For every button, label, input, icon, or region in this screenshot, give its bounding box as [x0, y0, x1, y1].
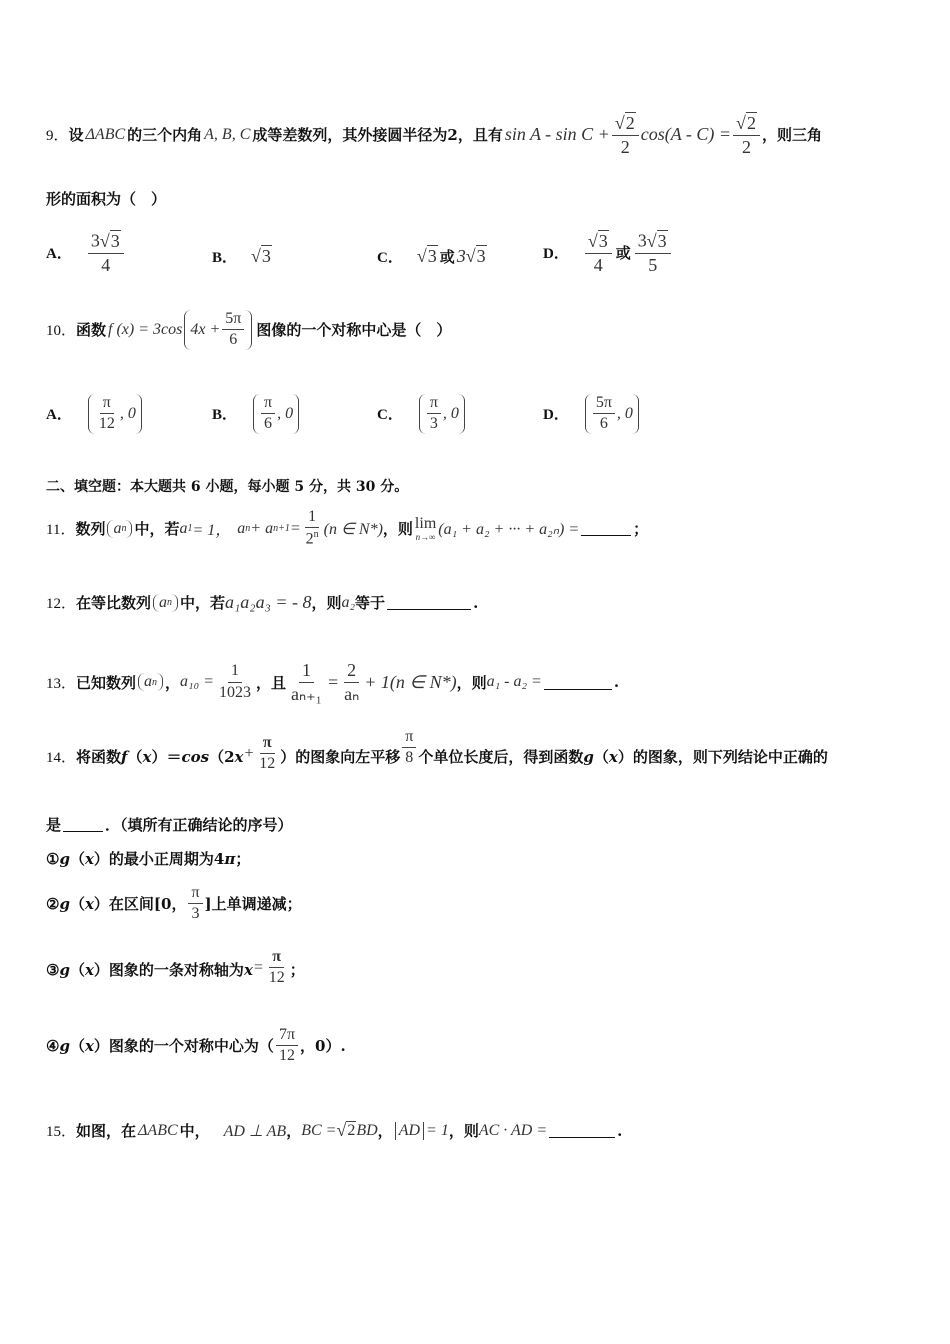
- q14-text: ；: [235, 850, 251, 868]
- q14-axis-den: 12: [268, 969, 285, 987]
- q14-x: x: [608, 747, 618, 766]
- q11-rec-eq: =: [289, 519, 301, 537]
- option-num: π: [100, 394, 114, 414]
- q14-text: ）的图象，则下列结论中正确的: [617, 748, 828, 767]
- q11-frac-den: 2: [305, 530, 314, 548]
- q9-equation: [505, 112, 762, 157]
- q10-option-a[interactable]: [46, 394, 144, 434]
- q13-line: [46, 660, 910, 704]
- q14-text: ）图象的一个对称中心为（: [93, 1037, 274, 1056]
- q14-text: ）的最小正周期为4: [93, 850, 225, 868]
- q13-number: 13．: [46, 675, 77, 692]
- q10-text: 图像的一个对称中心是（ ）: [256, 321, 452, 340]
- q14-x: x: [84, 1036, 94, 1055]
- q15-dot: AC · AD =: [478, 1121, 548, 1139]
- q14-text: 将函数: [76, 748, 122, 767]
- q11-rec-sub: n: [245, 523, 251, 535]
- option-label: C．: [377, 407, 403, 424]
- q11-seq: a: [113, 519, 122, 537]
- q9-eq-right: cos(A - C) =: [640, 124, 732, 145]
- q14-text: （: [69, 961, 85, 980]
- q12-number: 12．: [46, 596, 77, 612]
- option-label: A．: [46, 246, 72, 263]
- q12-text: 中，若: [180, 594, 226, 612]
- q13-term-den: 1023: [218, 683, 251, 701]
- q13-term: a₁₀ =: [180, 673, 214, 691]
- q13-right-den: aₙ: [344, 683, 360, 704]
- q13-ask: a₁ - a₂ =: [486, 673, 542, 691]
- q9-number: 9．: [46, 128, 69, 145]
- option-label: B．: [212, 249, 238, 266]
- q15-text: ，: [286, 1122, 302, 1140]
- answer-blank[interactable]: [387, 595, 471, 610]
- option-tail: , 0: [119, 404, 136, 422]
- q9-opt-d-den: 4: [593, 254, 603, 275]
- q14-text: （: [69, 1037, 85, 1056]
- q9-option-c[interactable]: C． √ 3 或 3 √ 3: [377, 245, 486, 266]
- q13-eq: =: [326, 671, 340, 692]
- q13-left-num: 1: [299, 660, 314, 683]
- q11-init-sub: 1: [187, 523, 193, 535]
- q14-cos: cos: [181, 747, 210, 766]
- q14-line2: [46, 814, 910, 835]
- option-label: B．: [212, 407, 238, 424]
- q10-func-num: 5π: [222, 310, 244, 330]
- q14-phase-den: 12: [259, 755, 276, 773]
- q9-fraction: √ 2 2: [612, 112, 639, 157]
- q11-number: 11．: [46, 522, 76, 539]
- q15-text: 如图，在: [76, 1122, 137, 1140]
- q14-text: ）＝: [151, 748, 182, 767]
- q14-text: （: [69, 895, 85, 914]
- q11-sum: (a₁ + a₂ + ··· + a₂ₙ) =: [438, 520, 580, 538]
- q9-option-d[interactable]: D． √ 3 4 或 3 √ 3 5: [543, 230, 673, 275]
- option-num: π: [261, 394, 275, 414]
- q14-text: （: [69, 850, 85, 868]
- q14-center-num: 7π: [276, 1026, 298, 1046]
- section-title: 二、填空题：本大题共 6 小题，每小题 5 分，共 30 分。: [46, 479, 409, 495]
- q9-opt-a-den: 4: [101, 254, 111, 275]
- q11-rec-plus: + a: [250, 519, 274, 537]
- q10-function: [108, 310, 254, 350]
- q14-statement-2[interactable]: [46, 884, 910, 924]
- q10-line: [46, 310, 910, 350]
- q11-text: ，则: [382, 520, 413, 539]
- q11-text: 数列: [75, 520, 106, 539]
- q12-text: 在等比数列: [76, 594, 152, 612]
- q14-text: ）图象的一条对称轴为: [93, 961, 244, 980]
- q9-radicand: 2: [625, 113, 635, 133]
- q14-text: ．（填所有正确结论的序号）: [105, 816, 293, 834]
- statement-marker: ③: [46, 960, 60, 979]
- q14-f: f: [121, 747, 128, 766]
- q14-line1: [46, 728, 910, 774]
- q13-text: 已知数列: [76, 673, 137, 692]
- q10-number: 10．: [46, 323, 77, 340]
- q15-text: .: [617, 1121, 623, 1140]
- option-den: 6: [264, 415, 273, 433]
- q13-term-num: 1: [228, 662, 242, 682]
- q9-radicand: 2: [746, 113, 756, 133]
- q14-text: （2: [209, 748, 235, 767]
- q14-shift-den: 8: [405, 749, 414, 767]
- q14-text: （: [127, 748, 143, 767]
- q15-text: ，: [377, 1122, 393, 1140]
- q9-opt-c-coef: 3: [456, 245, 466, 266]
- q12-text: ，则: [311, 594, 342, 612]
- q9-text: ，则三角: [761, 126, 822, 145]
- q13-text: ，: [165, 673, 181, 692]
- q9-opt-b-radicand: 3: [261, 246, 271, 266]
- q14-x: x: [243, 960, 253, 979]
- q9-line1: [46, 112, 910, 157]
- q15-text: ，则: [448, 1122, 479, 1140]
- q9-denominator: 2: [620, 136, 630, 157]
- option-label: A．: [46, 407, 72, 424]
- q12-text: 等于: [355, 594, 386, 612]
- q13-text: ，且: [255, 673, 286, 692]
- option-label: D．: [543, 407, 569, 424]
- q9-opt-d-or: 或: [615, 244, 631, 263]
- q10-func-den: 6: [229, 331, 238, 349]
- q9-opt-d-radicand: 3: [598, 231, 608, 251]
- option-num: π: [427, 394, 441, 414]
- q14-number: 14．: [46, 750, 77, 767]
- q11-rec: a: [237, 519, 246, 537]
- q14-eq: =: [252, 958, 264, 976]
- q9-triangle: ΔABC: [85, 125, 126, 143]
- q12-line: [46, 592, 910, 613]
- q9-opt-c-or: 或: [439, 247, 455, 266]
- statement-marker: ①: [46, 849, 60, 868]
- q13-seq: a: [144, 673, 153, 691]
- q12-product: a₁a₂a₃ = - 8: [225, 592, 312, 612]
- q14-text: 个单位长度后，得到函数: [418, 748, 584, 767]
- q13-text: ，则: [456, 673, 487, 692]
- statement-marker: ②: [46, 894, 60, 913]
- q15-radicand: 2: [347, 1122, 356, 1139]
- q14-pi: π: [224, 849, 236, 868]
- q9-line2: [46, 188, 910, 209]
- q15-abs-ad: AD: [395, 1122, 424, 1140]
- q9-text: 成等差数列，其外接圆半径为2，且有: [252, 126, 503, 145]
- q14-text: ，0）.: [300, 1037, 346, 1056]
- q14-x: x: [142, 747, 152, 766]
- q9-opt-c-radicand: 3: [427, 246, 437, 266]
- q14-statement-4[interactable]: [46, 1026, 910, 1066]
- option-tail: , 0: [277, 404, 294, 422]
- q11-lim-sub: n→∞: [415, 532, 436, 543]
- q11-init-val: = 1，: [192, 522, 232, 540]
- q14-interval-num: π: [188, 884, 202, 904]
- option-label: D．: [543, 246, 569, 263]
- option-label: C．: [377, 249, 403, 266]
- option-num: 5π: [593, 394, 615, 414]
- q9-opt-d-radicand: 3: [657, 231, 667, 251]
- q9-opt-c-radicand: 3: [476, 246, 486, 266]
- q14-g: g: [583, 747, 594, 766]
- q11-cond: (n ∈ N*): [323, 520, 383, 538]
- q15-abs-val: = 1: [426, 1121, 449, 1139]
- q14-x: x: [84, 960, 94, 979]
- q9-opt-a-coef: 3: [90, 230, 100, 251]
- q10-text: 函数: [76, 321, 107, 340]
- q9-opt-a-radicand: 3: [110, 231, 120, 251]
- q9-opt-d-den: 5: [648, 254, 658, 275]
- q14-statement-3[interactable]: [46, 948, 910, 988]
- answer-blank[interactable]: [63, 817, 103, 832]
- q11-lim: lim: [414, 514, 437, 532]
- answer-blank[interactable]: [544, 675, 612, 690]
- q11-line: [46, 508, 910, 549]
- q14-phase-num: π: [260, 734, 275, 754]
- answer-blank[interactable]: [549, 1123, 615, 1138]
- option-den: 6: [599, 415, 608, 433]
- q12-ask: a₂: [341, 593, 356, 611]
- q11-init: a: [179, 519, 188, 537]
- q14-interval-den: 3: [191, 905, 200, 923]
- q14-x: x: [84, 849, 94, 868]
- q14-g: g: [59, 849, 70, 868]
- q15-triangle: ΔABC: [138, 1121, 178, 1139]
- q9-text: 形的面积为（ ）: [46, 190, 167, 208]
- q9-fraction-rhs: √ 2 2: [733, 112, 760, 157]
- q14-g: g: [59, 1036, 70, 1055]
- q15-line: 15． 如图，在 ΔABC 中， AD ⊥ AB ， BC = √ 2 BD ， AD = 1 ，则 AC · AD = .: [46, 1120, 623, 1140]
- answer-blank[interactable]: [581, 521, 631, 536]
- q9-eq-left: sin A - sin C +: [504, 124, 610, 145]
- q14-x: x: [84, 894, 94, 913]
- q11-text: ；: [633, 520, 649, 539]
- q10-option-c[interactable]: [377, 394, 467, 434]
- q10-option-d[interactable]: [543, 394, 641, 434]
- q11-seq-sub: n: [121, 523, 127, 535]
- q9-opt-d-coef: 3: [637, 230, 647, 251]
- q12-seq: a: [159, 593, 168, 611]
- option-den: 12: [98, 415, 115, 433]
- q14-text: ）的图象向左平移: [280, 748, 401, 767]
- q14-text: ]上单调递减；: [204, 895, 302, 914]
- q9-option-b[interactable]: B． √ 3: [212, 245, 271, 266]
- q11-frac-sup: n: [313, 529, 319, 541]
- q10-option-b[interactable]: [212, 394, 301, 434]
- q13-text: .: [613, 673, 620, 692]
- q14-text: ；: [289, 961, 305, 980]
- q15-text: 中，: [179, 1122, 210, 1140]
- q14-text: ）在区间[0，: [93, 895, 187, 914]
- q10-func-left: f (x) = 3cos: [108, 320, 183, 338]
- q13-rest: + 1(n ∈ N*): [364, 671, 457, 692]
- q13-right-num: 2: [344, 660, 359, 683]
- q12-seq-sub: n: [167, 597, 173, 608]
- q11-rec-sub: n+1: [273, 523, 290, 535]
- q12-text: .: [473, 593, 479, 612]
- q15-number: 15．: [46, 1124, 77, 1140]
- q15-bc: BC =: [301, 1121, 337, 1139]
- q14-g: g: [59, 960, 70, 979]
- option-den: 3: [429, 415, 438, 433]
- q13-seq-sub: n: [152, 676, 158, 688]
- q10-func-inner: 4x +: [190, 320, 221, 338]
- q9-option-a[interactable]: A． 3 √ 3 4: [46, 230, 126, 275]
- q9-denominator: 2: [741, 136, 751, 157]
- q14-g: g: [59, 894, 70, 913]
- q14-text: 是: [46, 816, 62, 834]
- option-tail: , 0: [616, 404, 633, 422]
- option-tail: , 0: [442, 404, 459, 422]
- q14-statement-1[interactable]: [46, 848, 910, 869]
- q14-text: （: [593, 748, 609, 767]
- q9-text: 的三个内角: [127, 126, 203, 145]
- q13-left-den: aₙ₊₁: [290, 683, 322, 704]
- q14-x: x: [234, 747, 244, 766]
- q11-text: 中，若: [134, 520, 180, 539]
- q11-frac-num: 1: [305, 508, 319, 528]
- q14-plus: +: [243, 744, 255, 762]
- statement-marker: ④: [46, 1036, 60, 1055]
- q9-angles: A, B, C: [204, 125, 251, 143]
- q14-axis-num: π: [269, 948, 284, 968]
- q14-center-den: 12: [278, 1047, 295, 1065]
- q15-perp: AD ⊥ AB: [223, 1122, 287, 1140]
- q9-text: 设: [68, 126, 84, 145]
- q15-bd: BD: [356, 1121, 378, 1139]
- q14-shift-num: π: [402, 728, 416, 748]
